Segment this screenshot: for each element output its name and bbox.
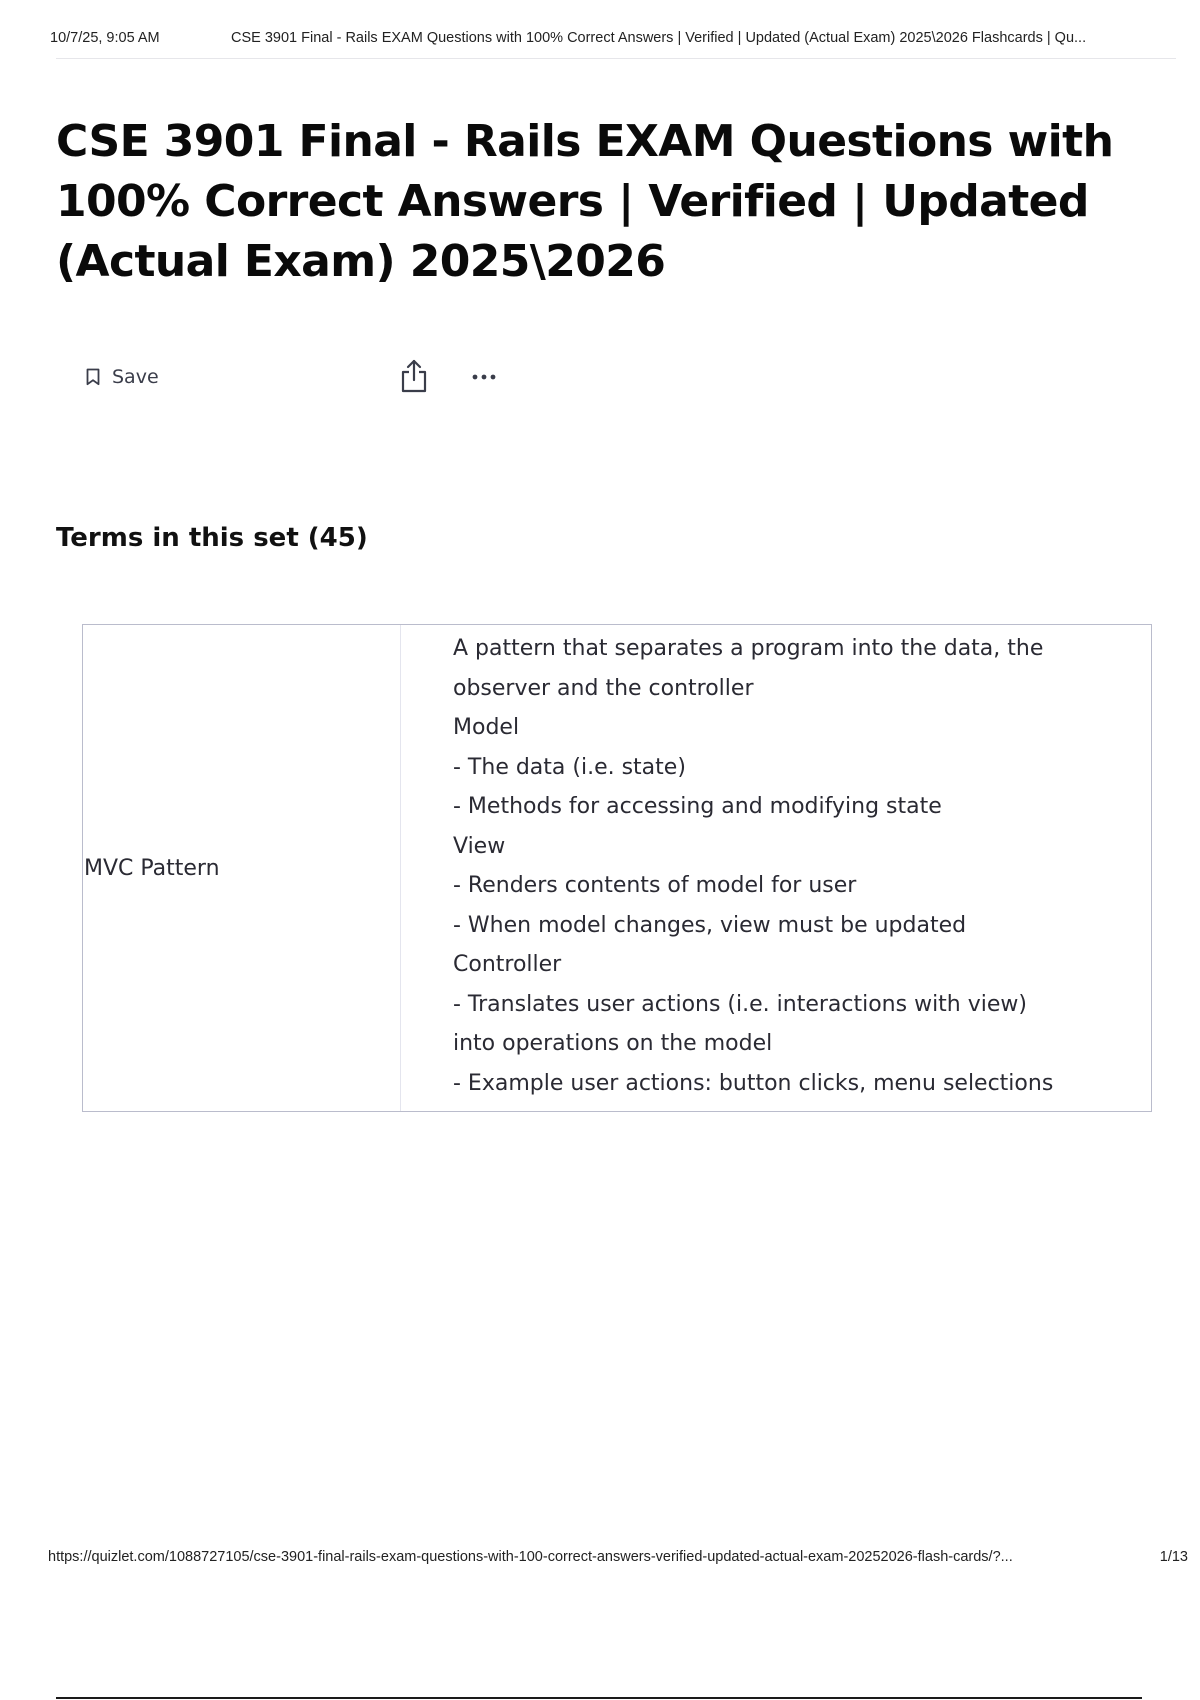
more-horizontal-icon (466, 361, 502, 391)
definition-line: View (453, 833, 506, 859)
action-bar (86, 355, 506, 399)
header-divider (56, 58, 1176, 59)
definition-line: - When model changes, view must be updated (453, 912, 967, 938)
definition-line: - Methods for accessing and modifying state (453, 794, 942, 819)
page-number: 1/13 (1159, 1549, 1188, 1565)
definition-line: Controller (453, 952, 562, 977)
bookmark-icon (86, 368, 100, 386)
bottom-divider (56, 1697, 1142, 1699)
terms-table (82, 624, 1152, 1112)
definition-line: - The data (i.e. state) (453, 754, 686, 780)
page-title: CSE 3901 Final - Rails EXAM Questions with 100% Correct Answers | Verified | Updated (Actual Exam) 2025\2026 (56, 116, 1114, 287)
definition-line: - Renders contents of model for user (453, 873, 857, 898)
definition-line: A pattern that separates a program into the data, the (453, 636, 1044, 661)
definition-line: - Example user actions: button clicks, menu selections (453, 1070, 1054, 1096)
definition-line: observer and the controller (453, 675, 754, 701)
share-button[interactable] (398, 358, 430, 394)
more-options-button[interactable] (466, 361, 502, 391)
definition-line: - Translates user actions (i.e. interactions with view) (453, 991, 1027, 1017)
print-header (50, 30, 1186, 52)
definition-line: into operations on the model (453, 1031, 773, 1056)
terms-heading: Terms in this set (45) (56, 523, 368, 553)
print-document-title: CSE 3901 Final - Rails EXAM Questions with 100% Correct Answers | Verified | Updated (Actual Exam) 2025\2026 Flashcards | Qu... (231, 30, 1087, 46)
definition-line: Model (453, 715, 520, 740)
print-datetime: 10/7/25, 9:05 AM (50, 30, 160, 46)
save-button[interactable] (86, 363, 159, 391)
print-footer (48, 1549, 1188, 1571)
page-url: https://quizlet.com/1088727105/cse-3901-final-rails-exam-questions-with-100-correct-answers-verified-updated-actual-exam-20252026-flash-cards/?... (48, 1549, 1013, 1565)
save-label: Save (112, 366, 159, 388)
definition-cell (453, 629, 1133, 1103)
share-icon (398, 358, 430, 394)
term-cell: MVC Pattern (83, 625, 401, 1111)
